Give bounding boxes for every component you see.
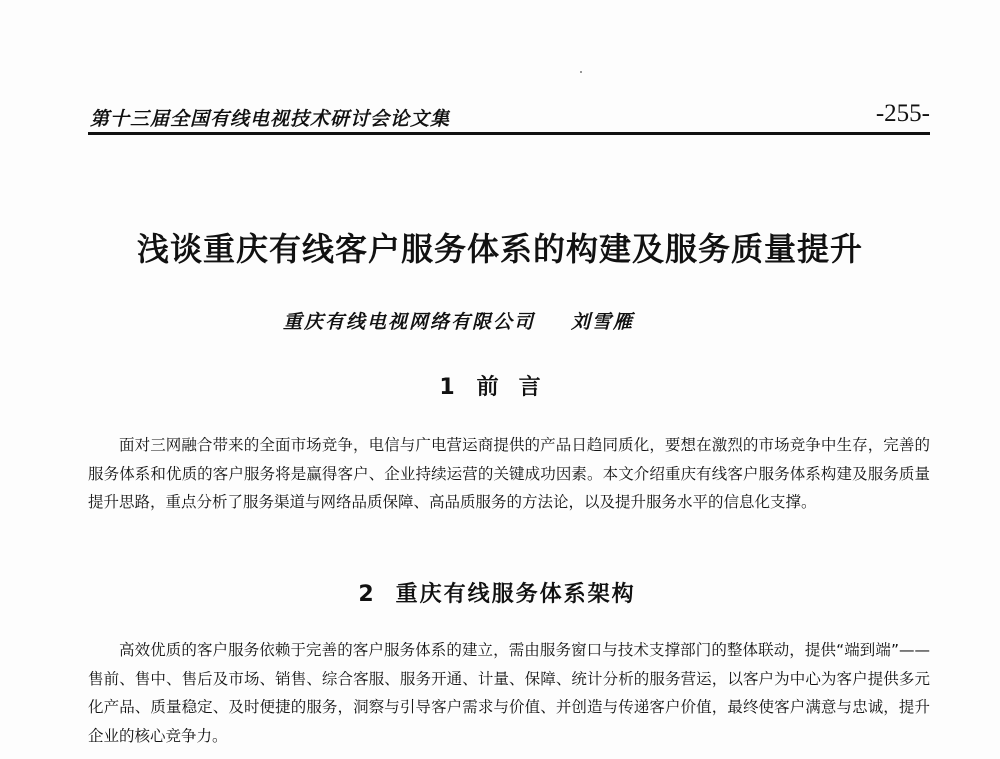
section-heading-architecture [0, 577, 997, 608]
paper-title: 浅谈重庆有线客户服务体系的构建及服务质量提升 [136, 230, 863, 268]
section-title: 重庆有线服务体系架构 [395, 582, 636, 607]
proceedings-title: 第十三届全国有线电视技术研讨会论文集 [90, 108, 451, 130]
paragraph-preface: 面对三网融合带来的全面市场竞争，电信与广电营运商提供的产品日趋同质化，要想在激烈的市场竞争中生存，完善的服务体系和优质的客户服务将是赢得客户、企业持续运营的关键成功因素。本文介绍重庆有线客户服务体系构建及服务质量提升思路，重点分析了服务渠道与网络品质保障、高品质服务的方法论，以及提升服务水平的信息化支撑。 [88, 436, 930, 511]
running-header [88, 100, 930, 134]
section-heading-preface [0, 370, 1000, 401]
author-organization: 重庆有线电视网络有限公司 [283, 311, 536, 333]
section-title: 前言 [476, 375, 561, 400]
header-rule [88, 132, 930, 135]
author-name: 刘雪雁 [571, 311, 635, 333]
author-line [283, 307, 843, 334]
paragraph-architecture: 高效优质的客户服务依赖于完善的客户服务体系的建立，需由服务窗口与技术支撑部门的整体联动，提供“端到端”——售前、售中、售后及市场、销售、综合客服、服务开通、计量、保障、统计分析的服务营运，以客户为中心为客户提供多元化产品、质量稳定、及时便捷的服务，洞察与引导客户需求与价值、并创造与传递客户价值，最终使客户满意与忠诚，提升企业的核心竞争力。 [88, 641, 930, 745]
page-number: -255- [875, 100, 930, 127]
section-number: 2 [358, 582, 374, 607]
section-number: 1 [439, 375, 455, 400]
scan-speck [580, 71, 582, 73]
